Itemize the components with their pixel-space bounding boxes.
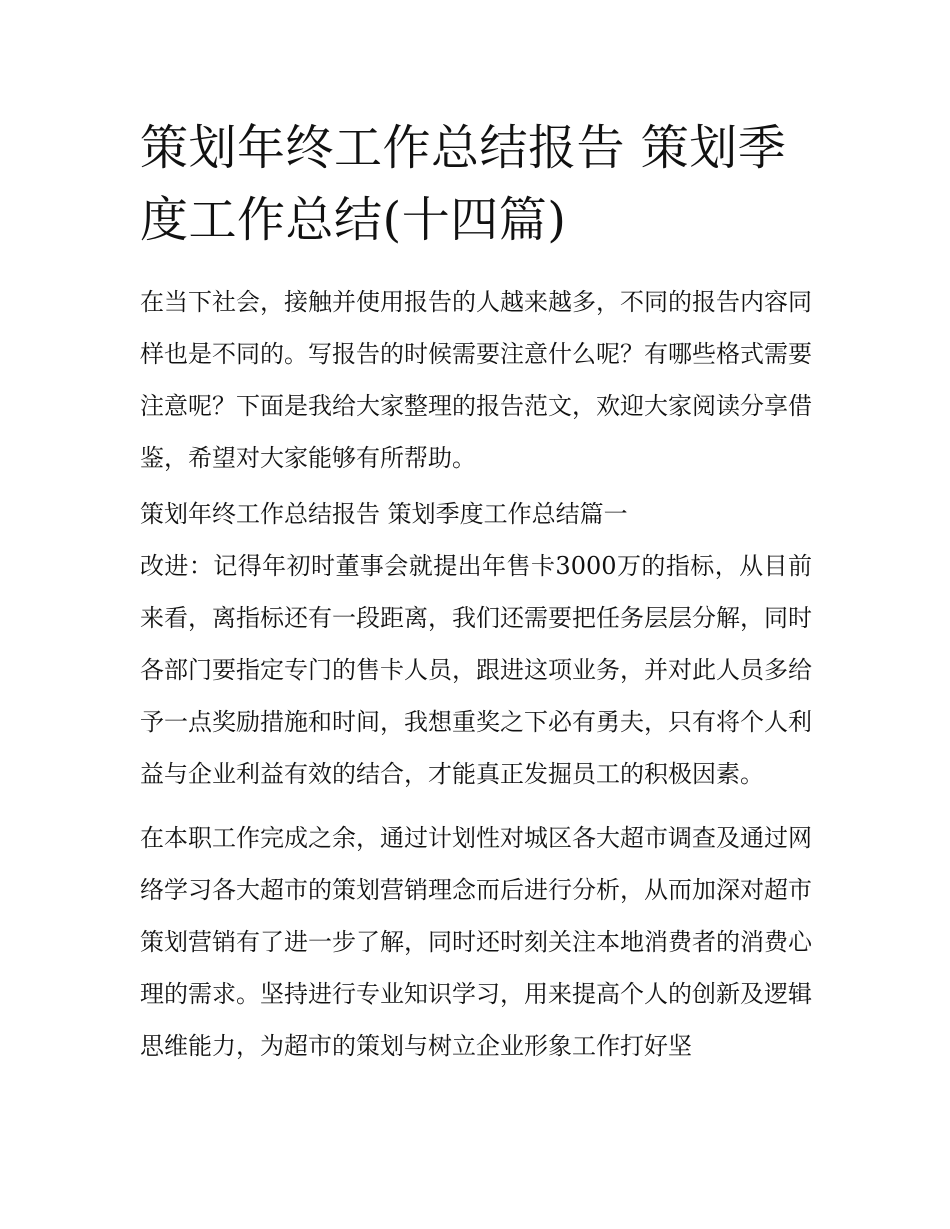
document-page (140, 112, 812, 1072)
section-heading: 策划年终工作总结报告 策划季度工作总结篇一 (140, 500, 628, 528)
body-paragraph-1: 改进：记得年初时董事会就提出年售卡3000万的指标，从目前来看，离指标还有一段距离，我们还需要把任务层层分解，同时各部门要指定专门的售卡人员，跟进这项业务，并对此人员多给予一点奖励措施和时间，我想重奖之下必有勇夫，只有将个人利益与企业利益有效的结合，才能真正发掘员工的积极因素。 (140, 552, 812, 788)
body-paragraph-2: 在本职工作完成之余，通过计划性对城区各大超市调查及通过网络学习各大超市的策划营销理念而后进行分析，从而加深对超市策划营销有了进一步了解，同时还时刻关注本地消费者的消费心理的需求。坚持进行专业知识学习，用来提高个人的创新及逻辑思维能力，为超市的策划与树立企业形象工作打好坚 (140, 824, 812, 1060)
document-title: 策划年终工作总结报告 策划季度工作总结(十四篇) (140, 120, 787, 248)
intro-paragraph: 在当下社会，接触并使用报告的人越来越多，不同的报告内容同样也是不同的。写报告的时候需要注意什么呢？有哪些格式需要注意呢？下面是我给大家整理的报告范文，欢迎大家阅读分享借鉴，希望对大家能够有所帮助。 (140, 288, 812, 472)
